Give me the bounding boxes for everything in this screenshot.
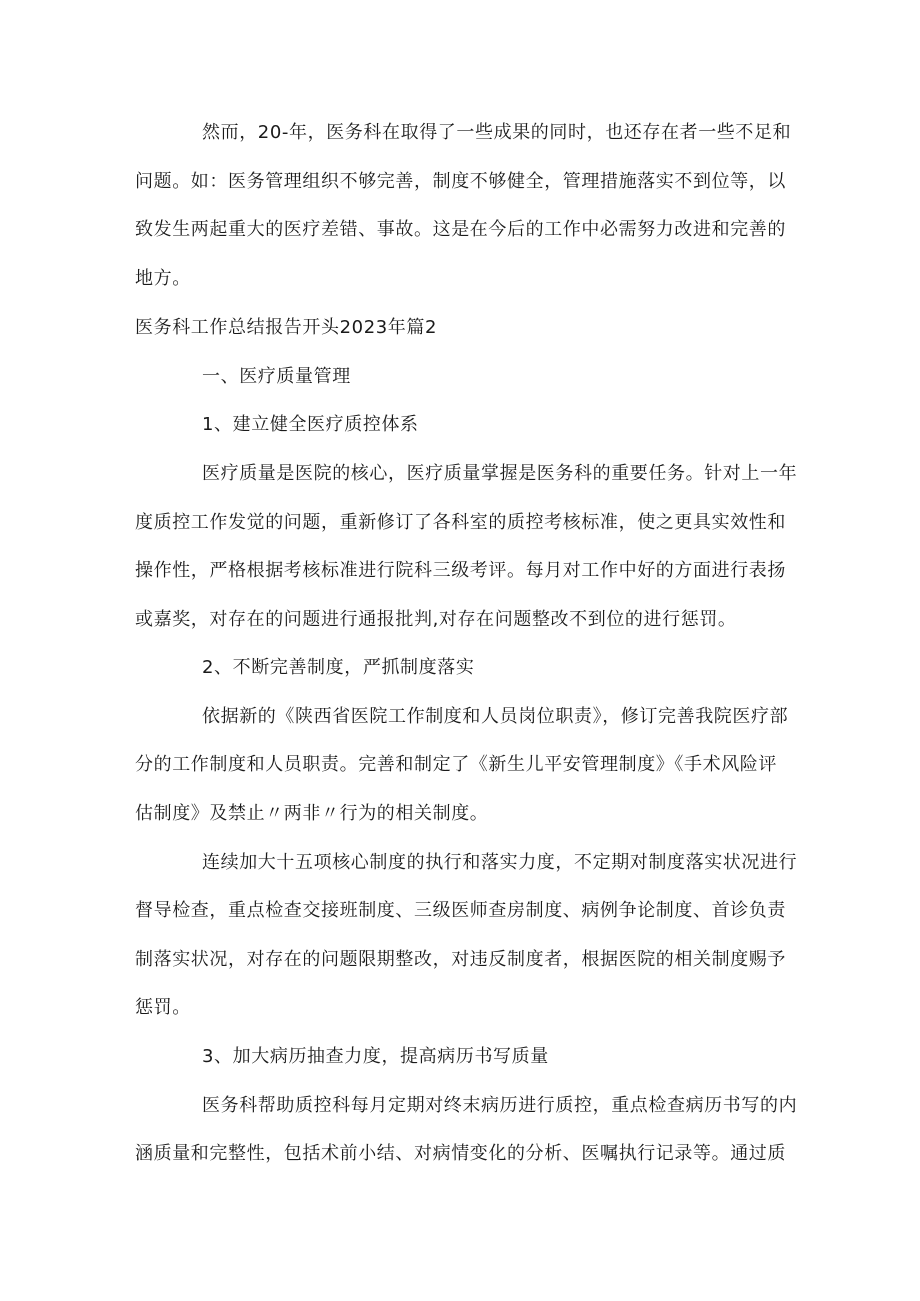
paragraph-4-line-4: 惩罚。 [135,997,191,1018]
subheading-1: 1、建立健全医疗质控体系 [202,414,419,435]
paragraph-3-line-3: 估制度》及禁止〃两非〃行为的相关制度。 [135,803,489,824]
paragraph-4-line-3: 制落实状况，对存在的问题限期整改，对违反制度者，根据医院的相关制度赐予 [135,949,786,970]
paragraph-4-line-2: 督导检查，重点检查交接班制度、三级医师查房制度、病例争论制度、首诊负责 [135,900,786,921]
paragraph-5-line-2: 涵质量和完整性，包括术前小结、对病情变化的分析、医嘱执行记录等。通过质 [135,1143,786,1164]
paragraph-1-line-2: 问题。如：医务管理组织不够完善，制度不够健全，管理措施落实不到位等，以 [135,171,786,192]
heading-medical-quality: 一、医疗质量管理 [202,366,351,387]
paragraph-1-line-4: 地方。 [135,268,191,289]
paragraph-5-line-1: 医务科帮助质控科每月定期对终末病历进行质控，重点检查病历书写的内 [202,1095,798,1116]
paragraph-2-line-1: 医疗质量是医院的核心，医疗质量掌握是医务科的重要任务。针对上一年 [202,463,798,484]
subheading-2: 2、不断完善制度，严抓制度落实 [202,657,475,678]
paragraph-2-line-2: 度质控工作发觉的问题，重新修订了各科室的质控考核标准，使之更具实效性和 [135,512,786,533]
section-title: 医务科工作总结报告开头2023年篇2 [135,317,438,338]
paragraph-4-line-1: 连续加大十五项核心制度的执行和落实力度，不定期对制度落实状况进行 [202,852,798,873]
subheading-3: 3、加大病历抽查力度，提高病历书写质量 [202,1046,549,1067]
paragraph-1-line-3: 致发生两起重大的医疗差错、事故。这是在今后的工作中必需努力改进和完善的 [135,219,786,240]
paragraph-1-line-1: 然而，20-年，医务科在取得了一些成果的同时，也还存在者一些不足和 [202,122,792,143]
paragraph-3-line-2: 分的工作制度和人员职责。完善和制定了《新生儿平安管理制度》《手术风险评 [135,754,777,775]
paragraph-2-line-4: 或嘉奖，对存在的问题进行通报批判,对存在问题整改不到位的进行惩罚。 [135,609,737,630]
paragraph-2-line-3: 操作性，严格根据考核标准进行院科三级考评。每月对工作中好的方面进行表扬 [135,560,786,581]
paragraph-3-line-1: 依据新的《陕西省医院工作制度和人员岗位职责》，修订完善我院医疗部 [202,706,789,727]
